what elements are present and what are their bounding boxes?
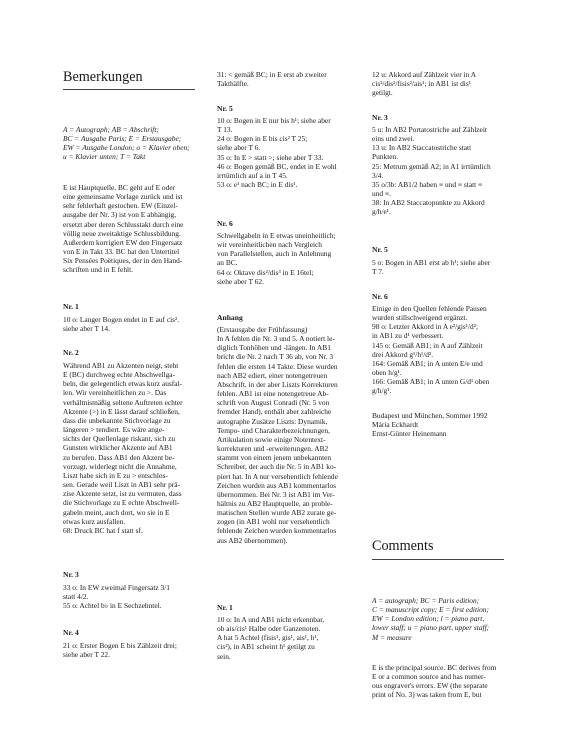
text-line: von Parallelstellen, auch in Anlehnung [217, 249, 332, 259]
text-line: 10 o: Langer Bogen endet in E auf cis². [63, 315, 180, 324]
text-line: schriften und in E fehlt. [63, 265, 133, 275]
text-line: E ist Hauptquelle. BC geht auf E oder [63, 183, 176, 192]
text-line: dass die unbekannte Stichvorlage zu [63, 415, 171, 425]
text-line: E (BC) durchweg echte Abschwellga- [63, 370, 176, 380]
text-line: korrekturen und -erweiterungen. AB2 [217, 444, 329, 454]
heading-nr3: Nr. 3 [372, 113, 388, 122]
section-title-comments: Comments [372, 538, 434, 554]
text-line: verhältnismäßig seltene Auftreten echter [63, 397, 183, 407]
text-line: Artikulation sowie einige Notentext- [217, 434, 326, 444]
text-line: nach AB2 ediert, einer notengetreuen [217, 370, 328, 380]
text-line: Außerdem korrigiert EW den Fingersatz [63, 237, 183, 247]
text-line: 35 o: In E > statt >; siehe aber T 33. [217, 152, 324, 162]
text-line: siehe aber T 6. [217, 143, 261, 153]
notes-top [372, 70, 518, 97]
heading-anhang-nr1: Nr. 1 [217, 603, 233, 612]
text-line: Ernst-Günter Heinemann [372, 429, 447, 439]
text-line: längeren > tendiert. Es wäre ange- [63, 425, 165, 435]
text-line: aus AB2 übernommen). [217, 535, 288, 545]
notes-nr6 [217, 231, 363, 286]
text-line: drei Akkord g¹/h¹/d². [372, 349, 434, 359]
text-line: u = Klavier unten; T = Takt [63, 152, 146, 162]
text-line: Liszt habe sich in E zu > entschlos- [63, 470, 168, 480]
notes-nr3 [372, 125, 518, 217]
heading-nr5: Nr. 5 [217, 104, 233, 113]
text-line: 53 o: e¹ nach BC; in E dis¹. [217, 180, 298, 190]
text-line: wurden stillschweigend ergänzt. [372, 313, 468, 323]
text-line: Schreiber, der auch die Nr. 5 in AB1 ko- [217, 462, 337, 472]
text-line: EW = Ausgabe London; o = Klavier oben; [63, 143, 190, 153]
text-line: Gunsten wirklicher Akzente auf AB1 [63, 443, 173, 453]
text-line: sein. [217, 651, 231, 661]
heading-nr6: Nr. 6 [372, 292, 388, 301]
text-line: getilgt. [372, 88, 393, 98]
text-line: A = autograph; BC = Paris edition; [372, 596, 480, 605]
text-line: 25: Metrum gemäß A2; in A1 irrtümlich [372, 161, 491, 171]
text-line: an BC. [217, 258, 238, 268]
title-rule [63, 89, 195, 90]
heading-nr4: Nr. 4 [63, 628, 79, 637]
notes-nr4 [63, 641, 208, 659]
text-line: vorzugt, widerlegt nicht die Annahme, [63, 461, 177, 471]
section-title-bemerkungen: Bemerkungen [63, 69, 143, 85]
heading-nr6: Nr. 6 [217, 219, 233, 228]
heading-nr1: Nr. 1 [63, 302, 79, 311]
text-line: 98 o: Letzter Akkord in A e²/gis¹/d²; [372, 322, 478, 332]
text-line: 166: Gemäß AB1; in A unten G/d¹ oben [372, 377, 490, 387]
text-line: ob ais/cis¹ Halbe oder Ganzenoten. [217, 624, 321, 634]
text-line: Punkten. [372, 152, 399, 162]
text-line: Tempo- und Charakterbezeichnungen, [217, 425, 330, 435]
text-line: und ≡. [372, 189, 391, 199]
text-line: (Erstausgabe der Frühfassung) [217, 325, 308, 334]
text-line: stammt von einem jenem unbekannten [217, 453, 332, 463]
text-line: irrtümlich auf a in T 45. [217, 170, 288, 180]
text-line: A = Autograph; AB = Abschrift; [63, 125, 159, 134]
text-line: 5 u: In AB2 Portatostriche auf Zählzeit [372, 125, 487, 134]
text-line: len. Wir vereinheitlichen zu >. Das [63, 388, 167, 398]
text-line: cis²/dis²/fisis²/ais¹; in AB1 ist dis¹ [372, 79, 471, 89]
text-line: 13 u: In AB2 Staccatostriche statt [372, 143, 472, 153]
text-line: EW = London edition; l = piano part, [372, 614, 485, 624]
text-line: wir vereinheitlichen nach Vergleich [217, 240, 323, 250]
text-line: matischen Stellen wurde AB2 zurate ge- [217, 508, 337, 518]
text-line: zogen (in AB1 wohl nur versehentlich [217, 517, 330, 527]
notes-nr5 [217, 116, 363, 189]
text-line: zu berufen. Dass AB1 den Akzent be- [63, 452, 175, 462]
text-line: 12 u: Akkord auf Zählzeit vier in A [372, 70, 477, 79]
text-line: Abschrift, in der aber Liszts Korrekturen [217, 379, 338, 389]
text-line: statt 4/2. [63, 592, 89, 602]
text-line: diglich Tonhöhen und -längen. In AB1 [217, 343, 331, 353]
text-line: Schwellgabeln in E etwas uneinheitlich; [217, 231, 336, 240]
text-line: Takthälfte. [217, 79, 249, 89]
text-line: E is the principal source. BC derives from [372, 663, 497, 672]
text-line: eins und zwei. [372, 134, 415, 144]
heading-nr2: Nr. 2 [63, 348, 79, 357]
text-line: fremder Hand), enthält aber zahlreiche [217, 407, 332, 417]
text-line: schrift von August Conradi (Nr. 5 von [217, 398, 330, 408]
text-line: g/h/g¹. [372, 386, 392, 396]
text-line: 3/4. [372, 170, 384, 180]
text-line: fehlende Zeichen wurden kommentarlos [217, 526, 337, 536]
text-line: eine gemeinsame Vorlage zurück und ist [63, 192, 183, 202]
notes-anhang [217, 325, 363, 545]
text-line: 55 o: Achtel b♭ in E Sechzehntel. [63, 601, 162, 611]
text-line: 68: Druck BC hat f statt sf. [63, 525, 143, 535]
text-line: 33 o: In EW zweimal Fingersatz 3/1 [63, 583, 171, 592]
text-line: 24 o: Bogen in E bis cis² T 25; [217, 134, 308, 144]
text-line: Six Pensées Poëtiques, der in den Hand- [63, 256, 183, 266]
text-line: oben h/g¹. [372, 368, 402, 378]
text-line: print of No. 3) was taken from E, but [372, 690, 482, 700]
text-line: etwas kurz ausfallen. [63, 516, 126, 526]
text-line: 5 o: Bogen in AB1 erst ab h¹; siehe aber [372, 258, 491, 267]
text-line: 31: < gemäß BC; in E erst ab zweiter [217, 70, 327, 79]
text-line: in AB1 zu d¹ verbessert. [372, 331, 444, 341]
text-line: C = manuscript copy; E = first edition; [372, 605, 489, 615]
text-line: Einige in den Quellen fehlende Pausen [372, 304, 487, 313]
text-line: siehe aber T 22. [63, 650, 110, 660]
text-line: Mária Eckhardt [372, 420, 419, 430]
text-line: sichts der Quellenlage riskant, sich zu [63, 434, 176, 444]
title-rule [372, 559, 504, 560]
text-line: 10 o: In A und AB1 nicht erkennbar, [217, 615, 325, 624]
text-line: 46 o: Bogen gemäß BC, endet in E wohl [217, 161, 337, 171]
notes-anhang-nr1 [217, 615, 363, 661]
text-line: E or a common source and has numer- [372, 672, 486, 682]
heading-nr5: Nr. 5 [372, 245, 388, 254]
text-line: von E in Takt 33. BC hat den Untertitel [63, 247, 180, 257]
notes-top [217, 70, 363, 88]
text-line: übernommen. Bei Nr. 3 ist AB1 im Ver- [217, 489, 335, 499]
text-line: 145 o: Gemäß AB1; in A auf Zählzeit [372, 340, 483, 350]
text-line: völlig neue zweitaktige Schlussbildung. [63, 228, 181, 238]
text-line: cis²), in AB1 scheint h¹ getilgt zu [217, 642, 315, 652]
notes-nr2 [63, 361, 208, 535]
abbreviations-de [63, 125, 208, 162]
text-line: A hat 5 Achtel (fisis¹, gis¹, ais¹, h¹, [217, 633, 319, 643]
text-line: 164: Gemäß AB1; in A unten E/e und [372, 358, 483, 368]
text-line: Budapest und München, Sommer 1992 [372, 411, 488, 420]
notes-nr3 [63, 583, 208, 610]
text-line: sen. Gerade weil Liszt in AB1 sehr prä- [63, 480, 180, 490]
text-line: T 7. [372, 267, 384, 277]
text-line: ausgabe der Nr. 3) ist von E abhängig, [63, 210, 177, 220]
text-line: ous engraver's errors. EW (the separate [372, 681, 488, 691]
text-line: 21 o: Erster Bogen E bis Zählzeit drei; [63, 641, 177, 650]
text-line: g/h/e¹. [372, 207, 391, 217]
text-line: Zeichen wurden aus AB1 kommentarlos [217, 480, 337, 490]
text-line: die Stichvorlage zu E echte Abschwell- [63, 498, 180, 508]
text-line: bricht die Nr. 2 nach T 36 ab, von Nr. 3 [217, 352, 334, 362]
text-line: piert hat. In A nur versehentlich fehlende [217, 471, 338, 481]
text-line: Während AB1 zu Akzenten neigt, steht [63, 361, 179, 370]
text-line: gabeln meint, auch dort, wo sie in E [63, 507, 170, 517]
abbreviations-en [372, 596, 518, 642]
text-line: In A fehlen die Nr. 3 und 5. A notiert le- [217, 334, 335, 344]
notes-nr6 [372, 304, 518, 396]
text-line: beln, die gelegentlich etwas kurz ausfal- [63, 379, 183, 389]
text-line: hältnis zu AB2 Hauptquelle, an proble- [217, 498, 333, 508]
text-line: M = measure [372, 632, 412, 642]
text-line: 35 o/3b: AB1/2 haben ≡ und ≡ statt ≡ [372, 179, 483, 189]
text-line: lower staff; u = piano part, upper staff; [372, 623, 490, 633]
notes-nr5 [372, 258, 518, 276]
signature-block [372, 411, 518, 438]
text-line: fehlen. AB1 ist eine notengetreue Ab- [217, 389, 329, 399]
text-line: sehr fehlerhaft gestochen. EW (Einzel- [63, 201, 178, 211]
heading-nr3: Nr. 3 [63, 570, 79, 579]
text-line: siehe aber T 62. [217, 276, 264, 286]
text-line: fehlen die ersten 14 Takte. Diese wurden [217, 361, 338, 371]
text-line: 38: In AB2 Staccatopunkte zu Akkord [372, 198, 485, 208]
text-line: autographe Zusätze Liszts: Dynamik, [217, 416, 328, 426]
text-line: 64 o: Oktave dis²/dis³ in E 16tel; [217, 267, 314, 277]
text-line: 10 o: Bogen in E nur bis h¹; siehe aber [217, 116, 331, 125]
text-line: siehe aber T 14. [63, 324, 110, 334]
text-line: Akzente (>) in E lässt darauf schließen, [63, 406, 180, 416]
intro-en [372, 663, 518, 700]
text-line: ersetzt aber deren Schlusstakt durch eine [63, 219, 184, 229]
text-line: BC = Ausgabe Paris; E = Erstausgabe; [63, 134, 182, 144]
text-line: T 13. [217, 125, 233, 135]
notes-nr1 [63, 315, 208, 333]
text-line: zise Akzente setzt, ist zu vermuten, dass [63, 489, 182, 499]
heading-anhang: Anhang [217, 313, 243, 322]
intro-de [63, 183, 208, 275]
